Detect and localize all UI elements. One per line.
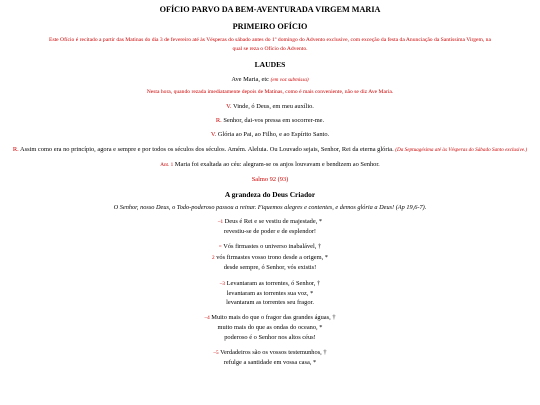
- office-rubric-line2: qual se reza o Ofício do Advento.: [232, 45, 308, 52]
- office-title: OFÍCIO PARVO DA BEM-AVENTURADA VIRGEM MARIA: [159, 5, 381, 14]
- antiphon-mark: Ant. 1: [160, 161, 174, 168]
- versicle-mark: V.: [226, 102, 232, 110]
- psalm-number: Salmo 92 (93): [251, 175, 289, 183]
- stanza-line: desde sempre, ó Senhor, vós existis!: [223, 264, 317, 272]
- stanza-line: Muito mais do que o fragor das grandes águas, †: [211, 314, 336, 322]
- response-text: Assim como era no princípio, agora e sempre e por todos os séculos dos séculos. Amém. Aleluia. Ou Louvado sejais, Senhor, Rei da eterna glória.: [19, 145, 394, 153]
- psalm-stanza: [0, 348, 540, 367]
- ave-maria-line: [0, 75, 540, 85]
- stanza-line: levantaram as torrentes sua voz, *: [226, 289, 314, 297]
- psalm-stanza: [0, 279, 540, 308]
- section-title: PRIMEIRO OFÍCIO: [232, 22, 308, 31]
- versicle-text: Vinde, ó Deus, em meu auxílio.: [232, 102, 314, 110]
- office-rubric: [6, 36, 534, 53]
- stanza-mark: –5: [213, 349, 219, 356]
- response-2: [4, 145, 536, 155]
- versicle-mark: V.: [210, 130, 217, 138]
- stanza-line: refulge a santidade em vossa casa, *: [223, 358, 317, 366]
- laudes-rubric: Nesta hora, quando rezada imediatamente depois de Matinas, como é mais conveniente, não se diz Ave Maria.: [146, 89, 394, 95]
- versicle-1: [0, 102, 540, 111]
- versicle-text: Glória ao Pai, ao Filho, e ao Espírito Santo.: [217, 130, 330, 138]
- stanza-line: revestiu-se de poder e de esplendor!: [223, 227, 317, 235]
- laudes-heading: LAUDES: [254, 60, 286, 69]
- stanza-line: Verdadeiros são os vossos testemunhos, †: [220, 348, 327, 356]
- ave-maria-note: (em voz submissa): [270, 77, 309, 83]
- response-mark: R.: [12, 145, 19, 153]
- stanza-mark: =: [218, 243, 222, 250]
- psalm-body: [0, 217, 540, 368]
- stanza-line: vós firmastes vosso trono desde a origem, *: [216, 254, 329, 262]
- psalm-stanza: [0, 242, 540, 252]
- antiphon-1: [0, 160, 540, 170]
- stanza-line: muito mais do que as ondas do oceano, *: [217, 324, 323, 332]
- stanza-line: Levantaram as torrentes, ó Senhor, †: [226, 279, 321, 287]
- response-1: [0, 116, 540, 125]
- versicle-2: [0, 130, 540, 139]
- stanza-mark: –3: [219, 280, 225, 287]
- stanza-mark: 2: [211, 255, 215, 262]
- office-rubric-line1: Este Ofício é recitado a partir das Matinas do dia 3 de fevereiro até às Vésperas do sábado antes do 1º domingo do Advento exclusive, com exceção da festa da Anunciação da Santíssima Virgem, na: [49, 37, 491, 43]
- response-note: (Da Septuagésima até às Vésperas do Sábado Santo exclusive.): [395, 146, 528, 153]
- psalm-stanza: [0, 217, 540, 236]
- ave-maria-text: Ave Maria, etc: [231, 76, 270, 83]
- psalm-stanza: [0, 313, 540, 342]
- psalm-summary: O Senhor, nosso Deus, o Todo-poderoso passou a reinar. Fiquemos alegres e contentes, e demos glória a Deus! (Ap 19,6-7).: [113, 203, 427, 211]
- stanza-line: Deus é Rei e se vestiu de majestade, *: [224, 217, 323, 225]
- stanza-line: levantaram as torrentes seu fragor.: [226, 298, 314, 306]
- stanza-line: Vós firmastes o universo inabalável, †: [223, 242, 322, 250]
- stanza-mark: –1: [217, 218, 224, 225]
- psalm-stanza: [0, 253, 540, 272]
- stanza-line: poderoso é o Senhor nos altos céus!: [224, 333, 316, 341]
- response-text: Senhor, dai-vos pressa em socorrer-me.: [223, 116, 325, 124]
- response-mark: R.: [215, 116, 222, 124]
- stanza-mark: –4: [204, 315, 210, 322]
- psalm-title: A grandeza do Deus Criador: [224, 189, 316, 199]
- antiphon-text: Maria foi exaltada ao céu: alegram-se os anjos louvavam e bendizem ao Senhor.: [174, 160, 380, 168]
